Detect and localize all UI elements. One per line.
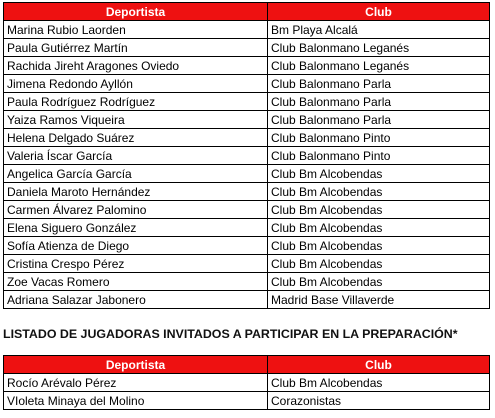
player-name-cell: Paula Rodríguez Rodríguez — [4, 93, 268, 111]
table-row — [4, 255, 490, 273]
invited-players-table-body — [4, 374, 490, 410]
header-club: Club — [268, 356, 490, 374]
players-table-body — [4, 21, 490, 309]
club-name-cell: Club Bm Alcobendas — [268, 183, 490, 201]
player-name-cell: Paula Gutiérrez Martín — [4, 39, 268, 57]
club-name-cell: Club Balonmano Leganés — [268, 39, 490, 57]
player-name-cell: Zoe Vacas Romero — [4, 273, 268, 291]
table-row — [4, 129, 490, 147]
club-name-cell: Club Bm Alcobendas — [268, 374, 490, 392]
table-header-row — [4, 356, 490, 374]
table-row — [4, 201, 490, 219]
table-row — [4, 374, 490, 392]
player-name-cell: Jimena Redondo Ayllón — [4, 75, 268, 93]
club-name-cell: Club Balonmano Parla — [268, 93, 490, 111]
section-title: LISTADO DE JUGADORAS INVITADOS A PARTICIPAR EN LA PREPARACIÓN* — [3, 327, 458, 341]
header-deportista: Deportista — [4, 356, 268, 374]
table-row — [4, 183, 490, 201]
header-club: Club — [268, 3, 490, 21]
club-name-cell: Madrid Base Villaverde — [268, 291, 490, 309]
club-name-cell: Club Balonmano Pinto — [268, 147, 490, 165]
table-row — [4, 57, 490, 75]
club-name-cell: Club Bm Alcobendas — [268, 201, 490, 219]
player-name-cell: Angelica García García — [4, 165, 268, 183]
club-name-cell: Bm Playa Alcalá — [268, 21, 490, 39]
club-name-cell: Club Balonmano Parla — [268, 111, 490, 129]
player-name-cell: Rocío Arévalo Pérez — [4, 374, 268, 392]
table-row — [4, 147, 490, 165]
club-name-cell: Club Balonmano Leganés — [268, 57, 490, 75]
table-row — [4, 39, 490, 57]
club-name-cell: Corazonistas — [268, 392, 490, 410]
players-table — [3, 2, 490, 309]
club-name-cell: Club Balonmano Pinto — [268, 129, 490, 147]
table-row — [4, 219, 490, 237]
table-row — [4, 111, 490, 129]
player-name-cell: Carmen Álvarez Palomino — [4, 201, 268, 219]
header-deportista: Deportista — [4, 3, 268, 21]
table-row — [4, 237, 490, 255]
club-name-cell: Club Bm Alcobendas — [268, 237, 490, 255]
player-name-cell: VIoleta Minaya del Molino — [4, 392, 268, 410]
club-name-cell: Club Bm Alcobendas — [268, 255, 490, 273]
table-row — [4, 93, 490, 111]
table-row — [4, 273, 490, 291]
player-name-cell: Elena Siguero González — [4, 219, 268, 237]
table-row — [4, 392, 490, 410]
club-name-cell: Club Bm Alcobendas — [268, 219, 490, 237]
invited-players-table — [3, 355, 490, 410]
player-name-cell: Rachida Jireht Aragones Oviedo — [4, 57, 268, 75]
table-row — [4, 75, 490, 93]
player-name-cell: Valeria Íscar García — [4, 147, 268, 165]
player-name-cell: Marina Rubio Laorden — [4, 21, 268, 39]
player-name-cell: Daniela Maroto Hernández — [4, 183, 268, 201]
table-row — [4, 21, 490, 39]
club-name-cell: Club Bm Alcobendas — [268, 273, 490, 291]
player-name-cell: Yaiza Ramos Viqueira — [4, 111, 268, 129]
player-name-cell: Sofía Atienza de Diego — [4, 237, 268, 255]
player-name-cell: Adriana Salazar Jabonero — [4, 291, 268, 309]
player-name-cell: Cristina Crespo Pérez — [4, 255, 268, 273]
club-name-cell: Club Bm Alcobendas — [268, 165, 490, 183]
table-row — [4, 291, 490, 309]
player-name-cell: Helena Delgado Suárez — [4, 129, 268, 147]
table-header-row — [4, 3, 490, 21]
club-name-cell: Club Balonmano Parla — [268, 75, 490, 93]
table-row — [4, 165, 490, 183]
